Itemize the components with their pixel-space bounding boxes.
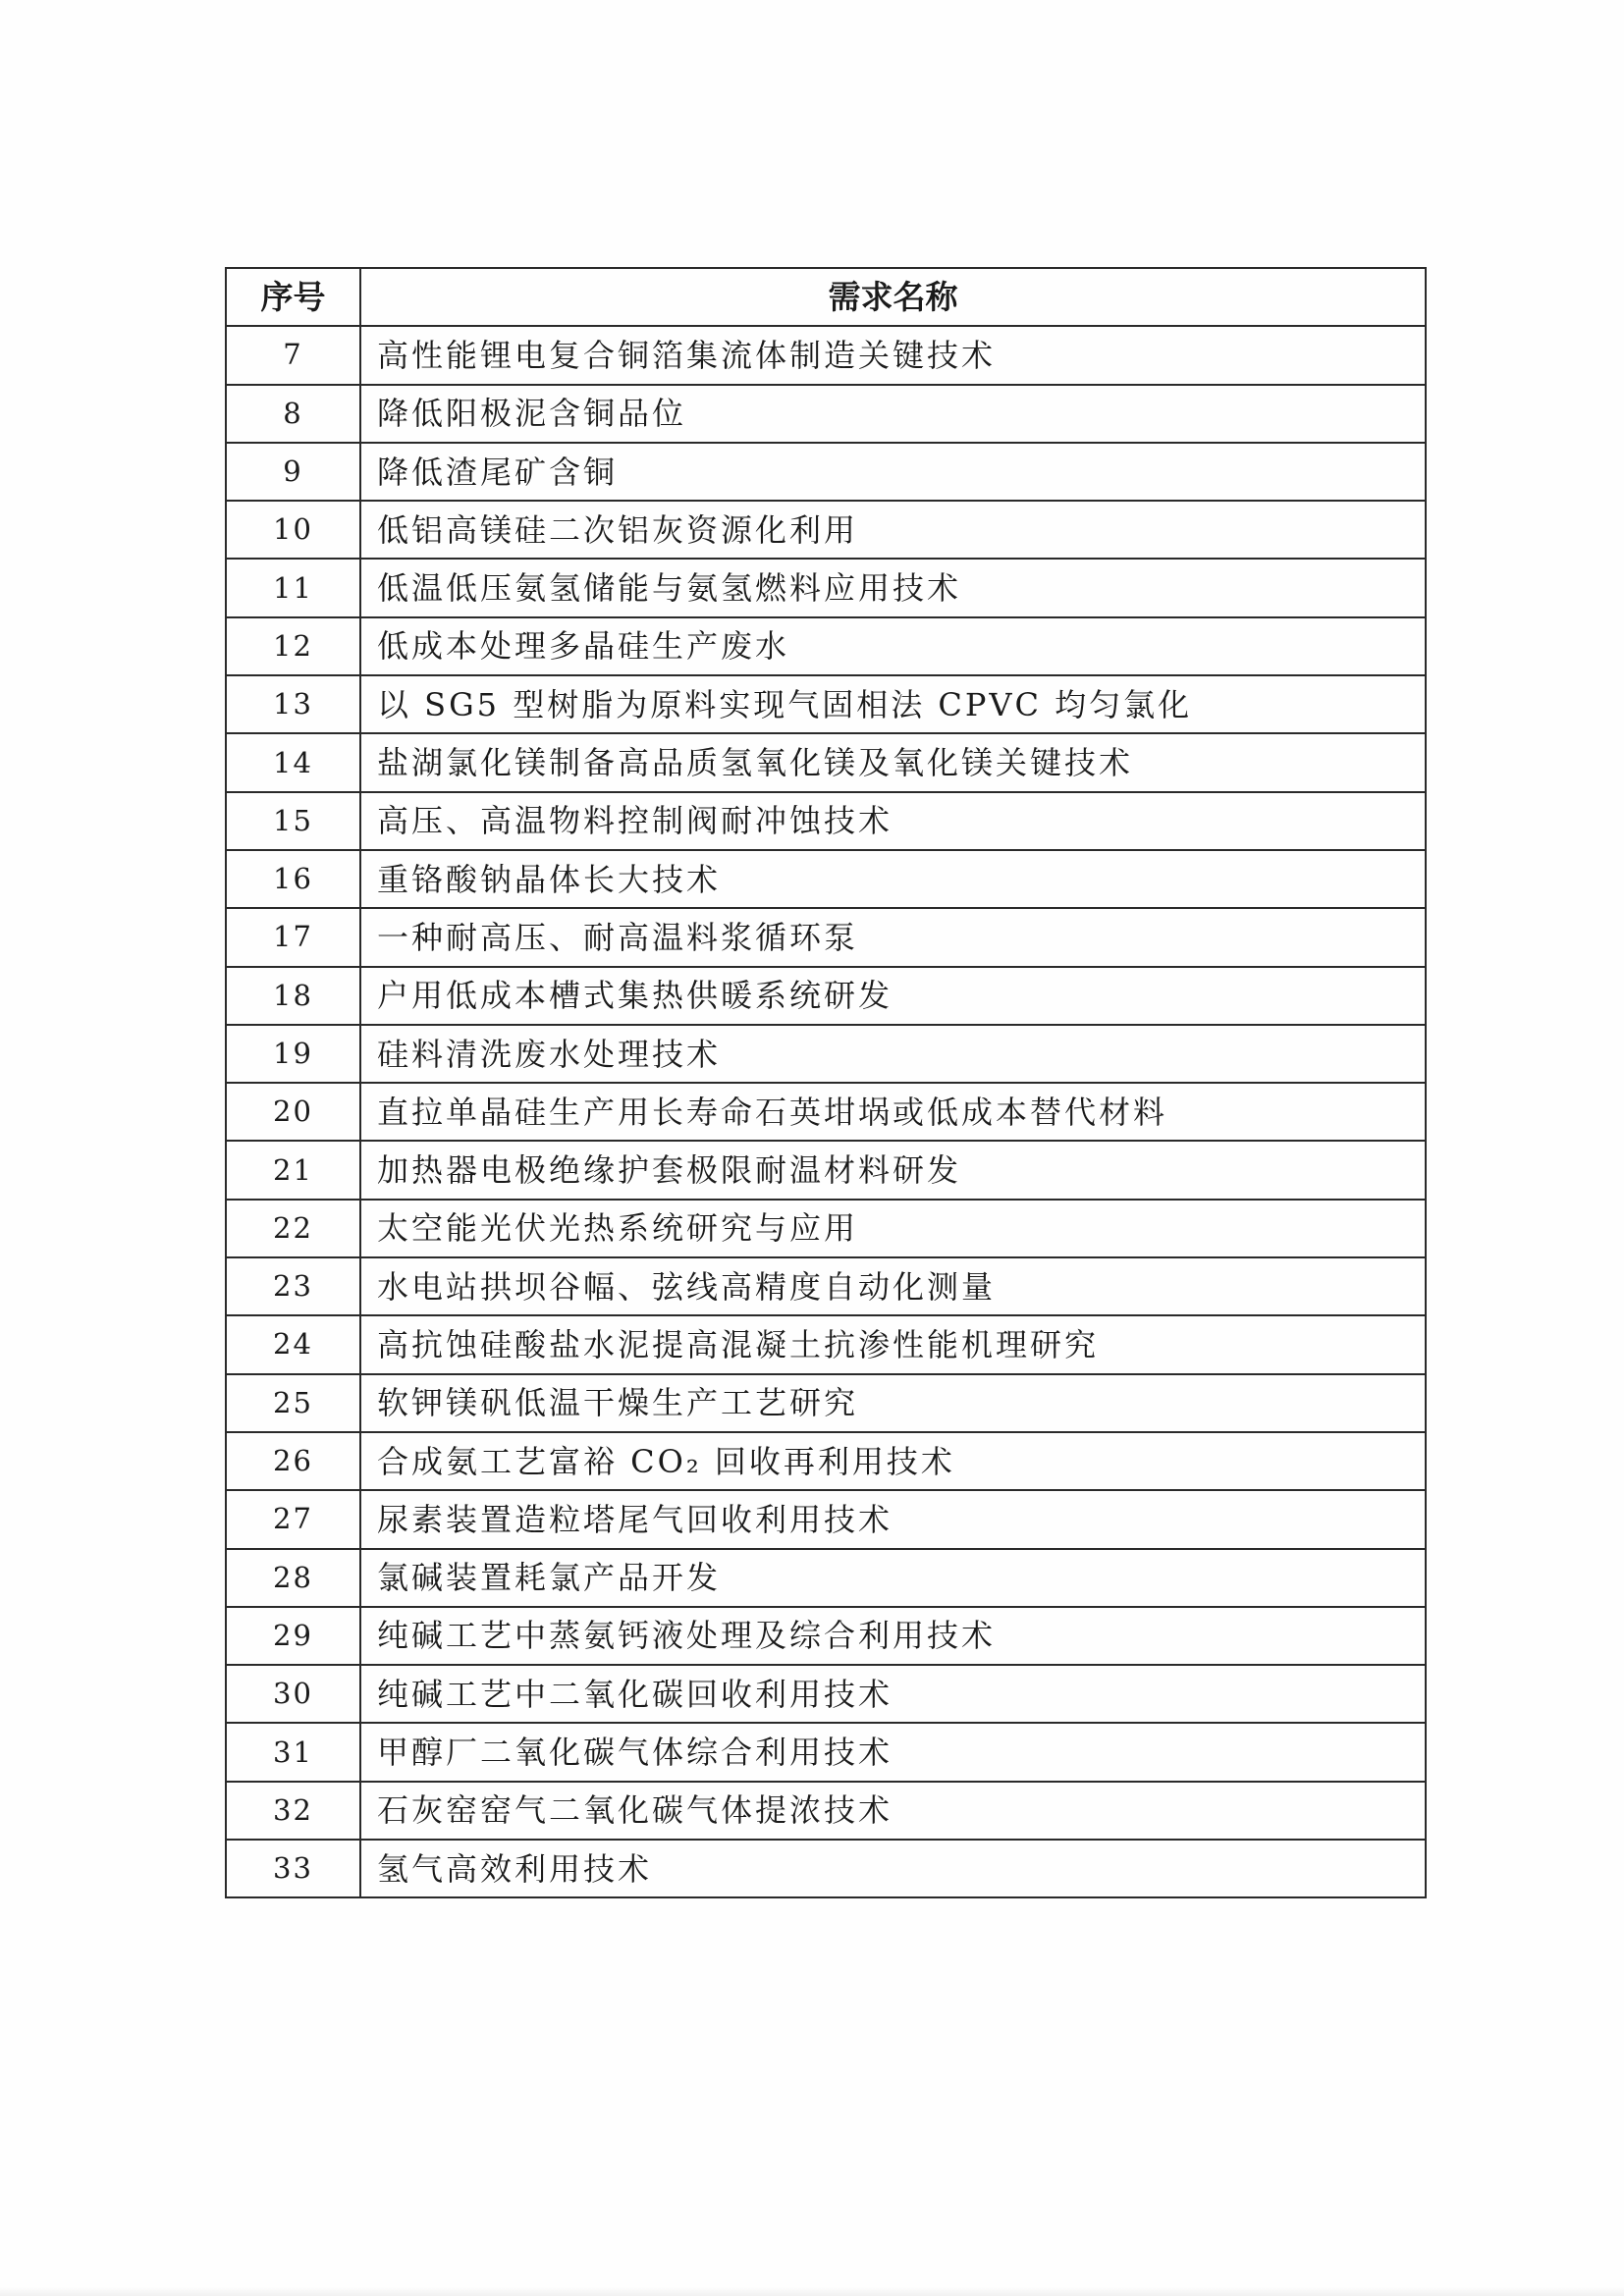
row-serial-number: 18 [226,967,360,1025]
row-serial-number: 30 [226,1665,360,1723]
header-requirement-name: 需求名称 [360,268,1426,326]
table-row [226,1374,1426,1432]
row-requirement-name: 高压、高温物料控制阀耐冲蚀技术 [360,792,1426,850]
row-requirement-name: 降低渣尾矿含铜 [360,443,1426,501]
table-row [226,1549,1426,1607]
row-serial-number: 15 [226,792,360,850]
table-row [226,1723,1426,1781]
table-row [226,1315,1426,1373]
row-requirement-name: 高性能锂电复合铜箔集流体制造关键技术 [360,326,1426,384]
row-serial-number: 31 [226,1723,360,1781]
row-serial-number: 26 [226,1432,360,1490]
row-requirement-name: 户用低成本槽式集热供暖系统研发 [360,967,1426,1025]
row-requirement-name: 水电站拱坝谷幅、弦线高精度自动化测量 [360,1257,1426,1315]
row-serial-number: 10 [226,501,360,559]
table-row [226,443,1426,501]
row-requirement-name: 高抗蚀硅酸盐水泥提高混凝土抗渗性能机理研究 [360,1315,1426,1373]
row-requirement-name: 直拉单晶硅生产用长寿命石英坩埚或低成本替代材料 [360,1083,1426,1141]
row-serial-number: 7 [226,326,360,384]
row-serial-number: 28 [226,1549,360,1607]
table-row [226,1432,1426,1490]
row-serial-number: 27 [226,1490,360,1548]
table-row [226,559,1426,616]
row-serial-number: 14 [226,733,360,791]
table-row [226,967,1426,1025]
table-row [226,1025,1426,1083]
row-serial-number: 20 [226,1083,360,1141]
row-requirement-name: 以 SG5 型树脂为原料实现气固相法 CPVC 均匀氯化 [360,675,1426,733]
row-requirement-name: 一种耐高压、耐高温料浆循环泵 [360,908,1426,966]
row-requirement-name: 低温低压氨氢储能与氨氢燃料应用技术 [360,559,1426,616]
row-requirement-name: 石灰窑窑气二氧化碳气体提浓技术 [360,1782,1426,1840]
table-row [226,1490,1426,1548]
table-row [226,617,1426,675]
row-serial-number: 17 [226,908,360,966]
row-requirement-name: 软钾镁矾低温干燥生产工艺研究 [360,1374,1426,1432]
table-row [226,1607,1426,1665]
row-serial-number: 23 [226,1257,360,1315]
table-row [226,385,1426,443]
table-row [226,792,1426,850]
row-serial-number: 12 [226,617,360,675]
table-row [226,1083,1426,1141]
row-serial-number: 8 [226,385,360,443]
table-row [226,675,1426,733]
row-serial-number: 21 [226,1141,360,1199]
row-requirement-name: 低铝高镁硅二次铝灰资源化利用 [360,501,1426,559]
row-requirement-name: 尿素装置造粒塔尾气回收利用技术 [360,1490,1426,1548]
table-row [226,1257,1426,1315]
table-row [226,1665,1426,1723]
row-requirement-name: 太空能光伏光热系统研究与应用 [360,1200,1426,1257]
row-requirement-name: 硅料清洗废水处理技术 [360,1025,1426,1083]
row-serial-number: 32 [226,1782,360,1840]
table-row [226,1840,1426,1897]
table-row [226,1782,1426,1840]
scan-edge-shadow [0,2286,1624,2296]
row-serial-number: 9 [226,443,360,501]
table-row [226,908,1426,966]
row-requirement-name: 加热器电极绝缘护套极限耐温材料研发 [360,1141,1426,1199]
header-serial-number: 序号 [226,268,360,326]
row-requirement-name: 纯碱工艺中蒸氨钙液处理及综合利用技术 [360,1607,1426,1665]
row-serial-number: 11 [226,559,360,616]
row-requirement-name: 氢气高效利用技术 [360,1840,1426,1897]
row-requirement-name: 合成氨工艺富裕 CO₂ 回收再利用技术 [360,1432,1426,1490]
row-serial-number: 16 [226,850,360,908]
table-row [226,1200,1426,1257]
row-serial-number: 24 [226,1315,360,1373]
row-requirement-name: 盐湖氯化镁制备高品质氢氧化镁及氧化镁关键技术 [360,733,1426,791]
row-requirement-name: 纯碱工艺中二氧化碳回收利用技术 [360,1665,1426,1723]
row-serial-number: 22 [226,1200,360,1257]
table-row [226,733,1426,791]
row-requirement-name: 重铬酸钠晶体长大技术 [360,850,1426,908]
row-serial-number: 29 [226,1607,360,1665]
row-requirement-name: 低成本处理多晶硅生产废水 [360,617,1426,675]
row-requirement-name: 氯碱装置耗氯产品开发 [360,1549,1426,1607]
table-body [226,326,1426,1897]
row-serial-number: 19 [226,1025,360,1083]
table-row [226,326,1426,384]
table-row [226,1141,1426,1199]
table-row [226,850,1426,908]
requirements-table [225,267,1427,1898]
row-serial-number: 25 [226,1374,360,1432]
row-requirement-name: 降低阳极泥含铜品位 [360,385,1426,443]
row-serial-number: 33 [226,1840,360,1897]
row-requirement-name: 甲醇厂二氧化碳气体综合利用技术 [360,1723,1426,1781]
table-header-row [226,268,1426,326]
table-row [226,501,1426,559]
row-serial-number: 13 [226,675,360,733]
